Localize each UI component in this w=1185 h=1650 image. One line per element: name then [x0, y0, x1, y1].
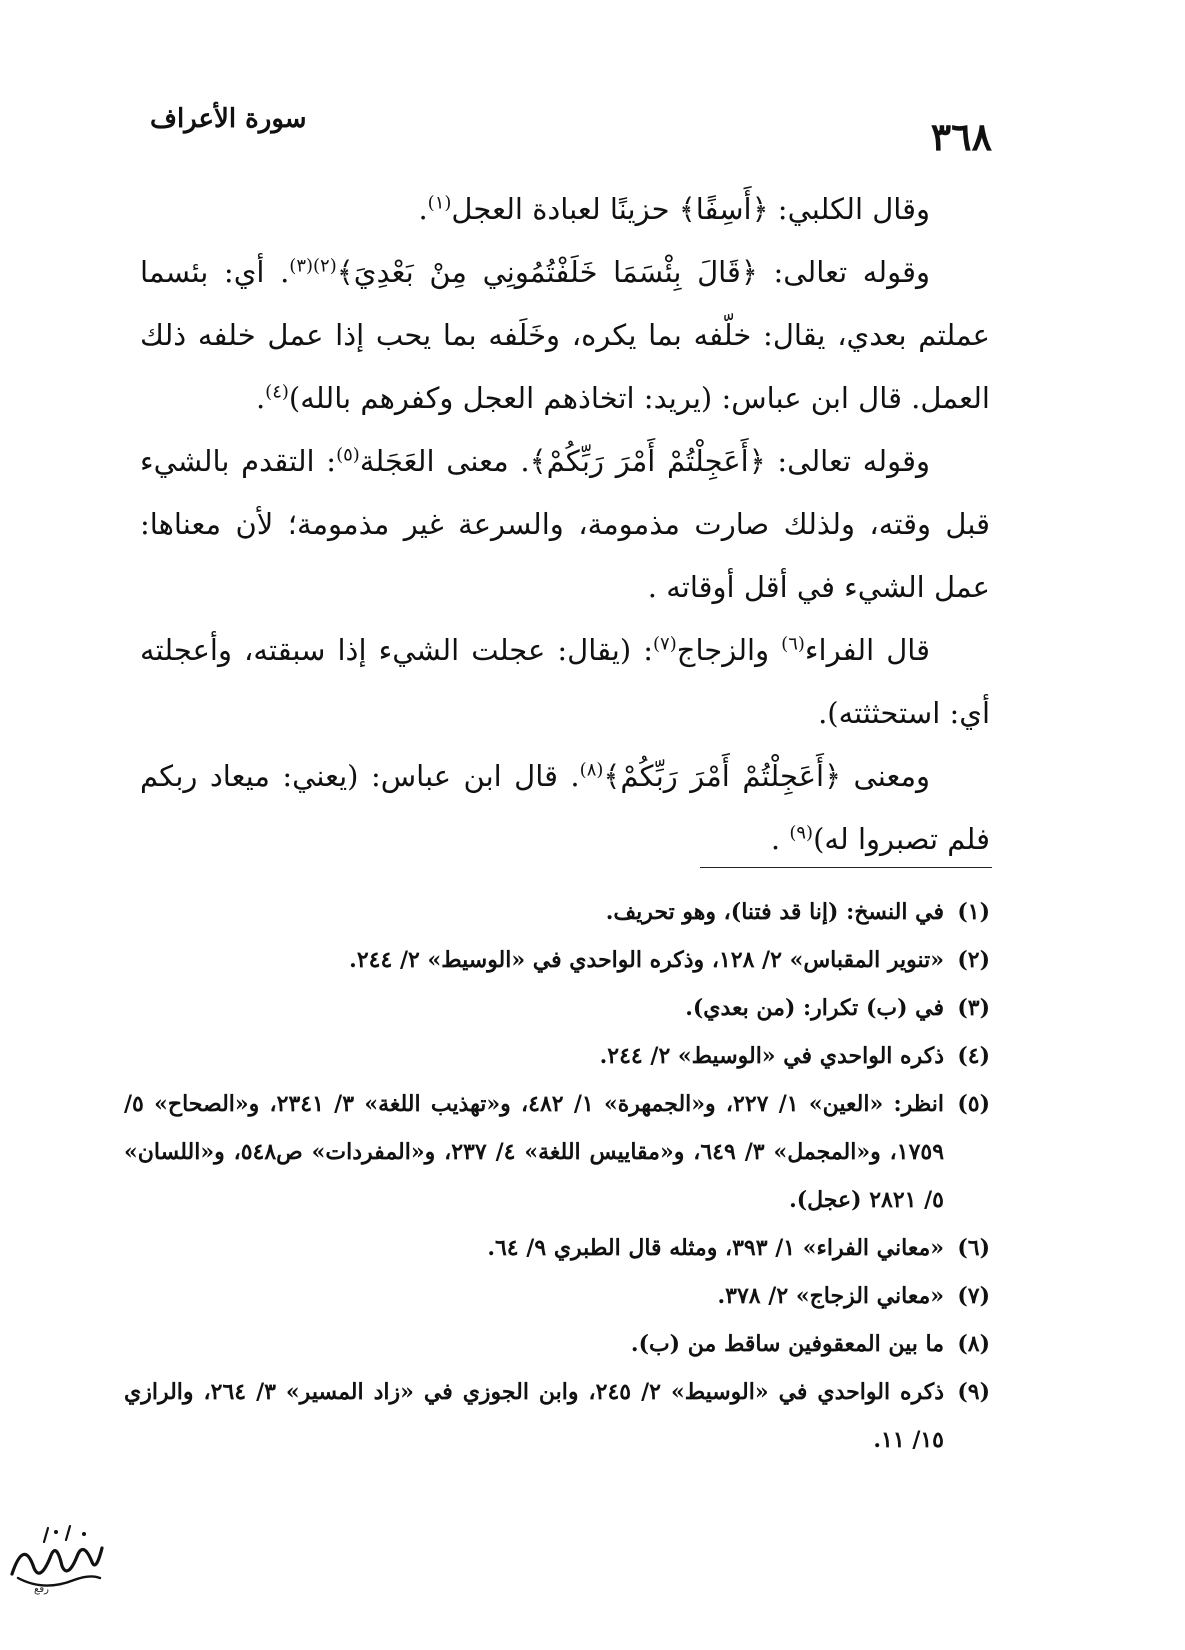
footnote-text: «معاني الفراء» ١/ ٣٩٣، ومثله قال الطبري ٩/ ٦٤.: [487, 1235, 944, 1261]
footnote: [124, 1032, 990, 1080]
calligraphy-logo-glyph: [4, 1518, 108, 1598]
footnote-text: ذكره الواحدي في «الوسيط» ٢/ ٢٤٥، وابن الجوزي في «زاد المسير» ٣/ ٢٦٤، والرازي ١٥/ ١١.: [124, 1379, 944, 1453]
footnote-number: (٨): [957, 1331, 990, 1357]
footnote-text: ذكره الواحدي في «الوسيط» ٢/ ٢٤٤.: [599, 1043, 944, 1069]
paragraph-4: [140, 619, 990, 745]
footnote-text: «معاني الزجاج» ٢/ ٣٧٨.: [717, 1283, 944, 1309]
page-header: [0, 100, 1185, 160]
footnote-text: في (ب) تكرار: (من بعدي).: [685, 995, 944, 1021]
footnote-ref: (٥): [336, 444, 360, 466]
text-segment: وقوله تعالى: ﴿قَالَ بِئْسَمَا خَلَفْتُمُونِي مِنْ بَعْدِيَ﴾: [336, 255, 930, 289]
footnote-ref: (١): [427, 192, 452, 214]
logo-caption: رفع: [34, 1584, 49, 1595]
text-segment: قال الفراء: [804, 633, 931, 667]
footnote-ref: (٩): [789, 822, 814, 844]
footnote-ref: (٨): [579, 759, 604, 781]
footnote: [124, 1320, 990, 1368]
footnote-ref: (٧): [652, 633, 677, 655]
footnote: [124, 888, 990, 936]
footnote-ref: (٤): [265, 381, 289, 403]
calligraphy-logo: [4, 1518, 108, 1628]
footnote-text: في النسخ: (إنا قد فتنا)، وهو تحريف.: [605, 899, 944, 925]
text-segment: وقوله تعالى: ﴿أَعَجِلْتُمْ أَمْرَ رَبِّكُمْ﴾. معنى العَجَلة: [359, 444, 930, 478]
main-text: [140, 178, 990, 871]
footnote-separator: [700, 867, 992, 868]
footnote: [124, 1368, 990, 1464]
footnote-number: (٧): [957, 1283, 990, 1309]
paragraph-2: [140, 241, 990, 430]
footnote-text: «تنوير المقباس» ٢/ ١٢٨، وذكره الواحدي في «الوسيط» ٢/ ٢٤٤.: [349, 947, 944, 973]
text-segment: .: [770, 822, 790, 856]
text-segment: .: [418, 192, 428, 226]
text-segment: . أي: بئسما عملتم بعدي، يقال: خلّفه بما يكره، وخَلَفه بما يحب إذا عمل خلفه ذلك العمل. قال ابن عباس: (يريد: اتخاذهم العجل وكفرهم بالله): [140, 255, 990, 415]
text-segment: .: [255, 381, 266, 415]
page-number: ٣٦٨: [930, 114, 992, 159]
footnote-number: (٥): [957, 1091, 990, 1117]
footnote-text: انظر: «العين» ١/ ٢٢٧، و«الجمهرة» ١/ ٤٨٢، و«تهذيب اللغة» ٣/ ٢٣٤١، و«الصحاح» ٥/ ١٧٥٩، و«المجمل» ٣/ ٦٤٩، و«مقاييس اللغة» ٤/ ٢٣٧، و«المفردات» ص٥٤٨، و«اللسان» ٥/ ٢٨٢١ (عجل).: [124, 1091, 945, 1213]
footnote-text: ما بين المعقوفين ساقط من (ب).: [630, 1331, 944, 1357]
text-segment: : التقدم بالشيء قبل وقته، ولذلك صارت مذمومة، والسرعة غير مذمومة؛ لأن معناها: عمل الشيء في أقل أوقاته .: [140, 444, 990, 604]
footnote-ref: (٦): [781, 633, 805, 655]
text-segment: : (يقال: عجلت الشيء إذا سبقته، وأعجلته أي: استحثثته).: [140, 633, 990, 730]
paragraph-5: [140, 745, 990, 871]
text-segment: وقال الكلبي: ﴿أَسِفًا﴾ حزينًا لعبادة العجل: [451, 192, 930, 226]
footnote-number: (١): [957, 899, 990, 925]
footnote: [124, 1224, 990, 1272]
footnote-number: (٦): [957, 1235, 990, 1261]
text-segment: والزجاج: [676, 633, 782, 667]
text-segment: . قال ابن عباس: (يعني: ميعاد ربكم فلم تصبروا له): [140, 759, 990, 856]
footnote-number: (٩): [957, 1379, 990, 1405]
footnote: [124, 936, 990, 984]
footnote-number: (٣): [957, 995, 990, 1021]
text-segment: ومعنى ﴿أَعَجِلْتُمْ أَمْرَ رَبِّكُمْ﴾: [603, 759, 930, 793]
surah-title: سورة الأعراف: [150, 104, 307, 134]
footnote: [124, 1272, 990, 1320]
footnote: [124, 1080, 990, 1224]
footnote-number: (٢): [957, 947, 990, 973]
footnotes: [124, 888, 990, 1464]
paragraph-1: [140, 178, 990, 241]
footnote: [124, 984, 990, 1032]
footnote-ref: (٢)(٣): [289, 255, 337, 277]
paragraph-3: [140, 430, 990, 619]
footnote-number: (٤): [957, 1043, 990, 1069]
